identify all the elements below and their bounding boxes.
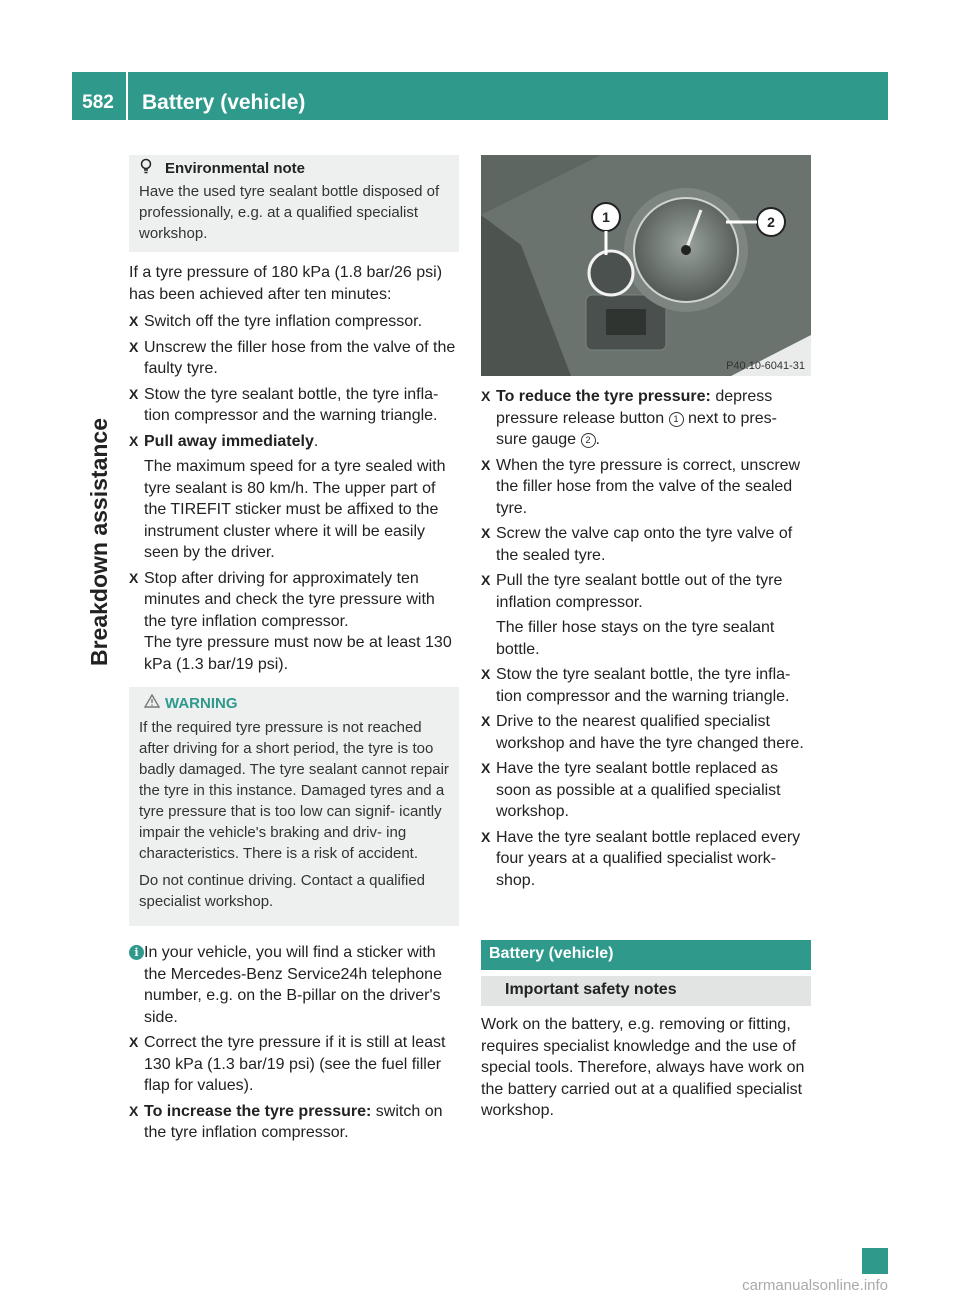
list-item: X Switch off the tyre inflation compressor. <box>129 311 459 333</box>
environmental-note <box>129 155 459 252</box>
list-item: X Have the tyre sealant bottle replaced every four years at a qualified specialist work- shop. <box>481 827 811 892</box>
list-item: X Pull the tyre sealant bottle out of the tyre inflation compressor. The filler hose stays on the tyre sealant bottle. <box>481 570 811 660</box>
header-divider <box>126 72 128 120</box>
list-item: X Drive to the nearest qualified specialist workshop and have the tyre changed there. <box>481 711 811 754</box>
step-arrow-icon: X <box>481 572 491 588</box>
callout-1: 1 <box>602 209 610 225</box>
list-item: X Stow the tyre sealant bottle, the tyre infla- tion compressor and the warning triangle. <box>481 664 811 707</box>
list-item: X Stow the tyre sealant bottle, the tyre infla- tion compressor and the warning triangle. <box>129 384 459 427</box>
list-item: X Unscrew the filler hose from the valve of the faulty tyre. <box>129 337 459 380</box>
safety-paragraph: Work on the battery, e.g. removing or fitting, requires specialist knowledge and the use of special tools. Therefore, always have work on the battery carried out at a qualified specialist workshop. <box>481 1016 805 1119</box>
compressor-figure <box>481 155 811 376</box>
intro-paragraph: If a tyre pressure of 180 kPa (1.8 bar/26 psi) has been achieved after ten minutes: <box>129 264 443 303</box>
left-column <box>129 155 459 1148</box>
step-arrow-icon: X <box>481 456 491 473</box>
step-detail: The tyre pressure must now be at least 130 kPa (1.3 bar/19 psi). <box>144 634 452 673</box>
section-heading-battery: Battery (vehicle) <box>481 940 811 970</box>
info-icon: i <box>129 945 144 960</box>
warning-box <box>129 687 459 926</box>
warning-triangle-icon <box>139 693 165 715</box>
footer-watermark: carmanualsonline.info <box>742 1277 888 1294</box>
step-arrow-icon: X <box>481 666 491 682</box>
side-tab-marker <box>862 1248 888 1274</box>
step-arrow-icon: X <box>481 388 491 404</box>
step-detail: The filler hose stays on the tyre sealant bottle. <box>496 619 775 658</box>
step-arrow-icon: X <box>129 432 139 449</box>
step-arrow-icon: X <box>481 525 491 541</box>
page-title: Battery (vehicle) <box>142 91 306 114</box>
step-arrow-icon: X <box>129 338 139 355</box>
list-item: X Pull away immediately. The maximum speed for a tyre sealed with tyre sealant is 80 km/h. The upper part of the TIREFIT sticker must be affixed to the instrument cluster where it will be easily seen by the driver. <box>129 431 459 564</box>
step-arrow-icon: X <box>129 385 139 402</box>
lightbulb-icon <box>139 158 165 180</box>
step-detail: The maximum speed for a tyre sealed with tyre sealant is 80 km/h. The upper part of the TIREFIT sticker must be affixed to the instrument cluster where it will be easily seen by the driver. <box>144 458 446 561</box>
callout-ref-1: 1 <box>669 412 684 427</box>
list-item: X When the tyre pressure is correct, unscrew the filler hose from the valve of the sealed tyre. <box>481 455 811 520</box>
page-number: 582 <box>82 92 114 113</box>
list-item: X Correct the tyre pressure if it is still at least 130 kPa (1.3 bar/19 psi) (see the fuel filler flap for values). <box>129 1032 459 1097</box>
info-note: i In your vehicle, you will find a sticker with the Mercedes-Benz Service24h telephone number, e.g. on the B-pillar on the driver's side. <box>129 942 459 1028</box>
step-arrow-icon: X <box>481 760 491 776</box>
warning-title: WARNING <box>165 695 238 713</box>
step-arrow-icon: X <box>481 828 491 845</box>
env-note-body: Have the used tyre sealant bottle disposed of professionally, e.g. at a qualified specialist workshop. <box>139 183 440 242</box>
step-arrow-icon: X <box>481 713 491 729</box>
warning-text: If the required tyre pressure is not reached after driving for a short period, the tyre is too badly damaged. The tyre sealant cannot repair the tyre in this instance. Damaged tyres and a tyre pressure that is too low can signif- icantly impair the vehicle's braking and driv- ing characteristics. There is a risk of accident. <box>139 719 449 862</box>
list-item: X Screw the valve cap onto the tyre valve of the sealed tyre. <box>481 523 811 566</box>
step-arrow-icon: X <box>129 1034 139 1050</box>
step-arrow-icon: X <box>129 569 139 586</box>
right-column <box>481 386 811 895</box>
list-item: X To increase the tyre pressure: switch on the tyre inflation compressor. <box>129 1101 459 1144</box>
env-note-title: Environmental note <box>165 160 306 178</box>
side-tab-label: Breakdown assistance <box>86 418 112 667</box>
figure-caption: P40.10-6041-31 <box>726 360 805 372</box>
callout-ref-2: 2 <box>581 433 596 448</box>
step-arrow-icon: X <box>129 1102 139 1119</box>
step-arrow-icon: X <box>129 313 139 329</box>
list-item: X Have the tyre sealant bottle replaced as soon as possible at a qualified specialist workshop. <box>481 758 811 823</box>
compressor-illustration <box>481 155 811 376</box>
list-item: X Stop after driving for approximately ten minutes and check the tyre pressure with the tyre inflation compressor. The tyre pressure must now be at least 130 kPa (1.3 bar/19 psi). <box>129 568 459 676</box>
callout-2: 2 <box>767 214 775 230</box>
warning-action: Do not continue driving. Contact a qualified specialist workshop. <box>139 872 426 910</box>
list-item: X To reduce the tyre pressure: depress pressure release button 1 next to pres- sure gauge 2 . <box>481 386 811 451</box>
subsection-heading-safety: Important safety notes <box>481 976 811 1006</box>
